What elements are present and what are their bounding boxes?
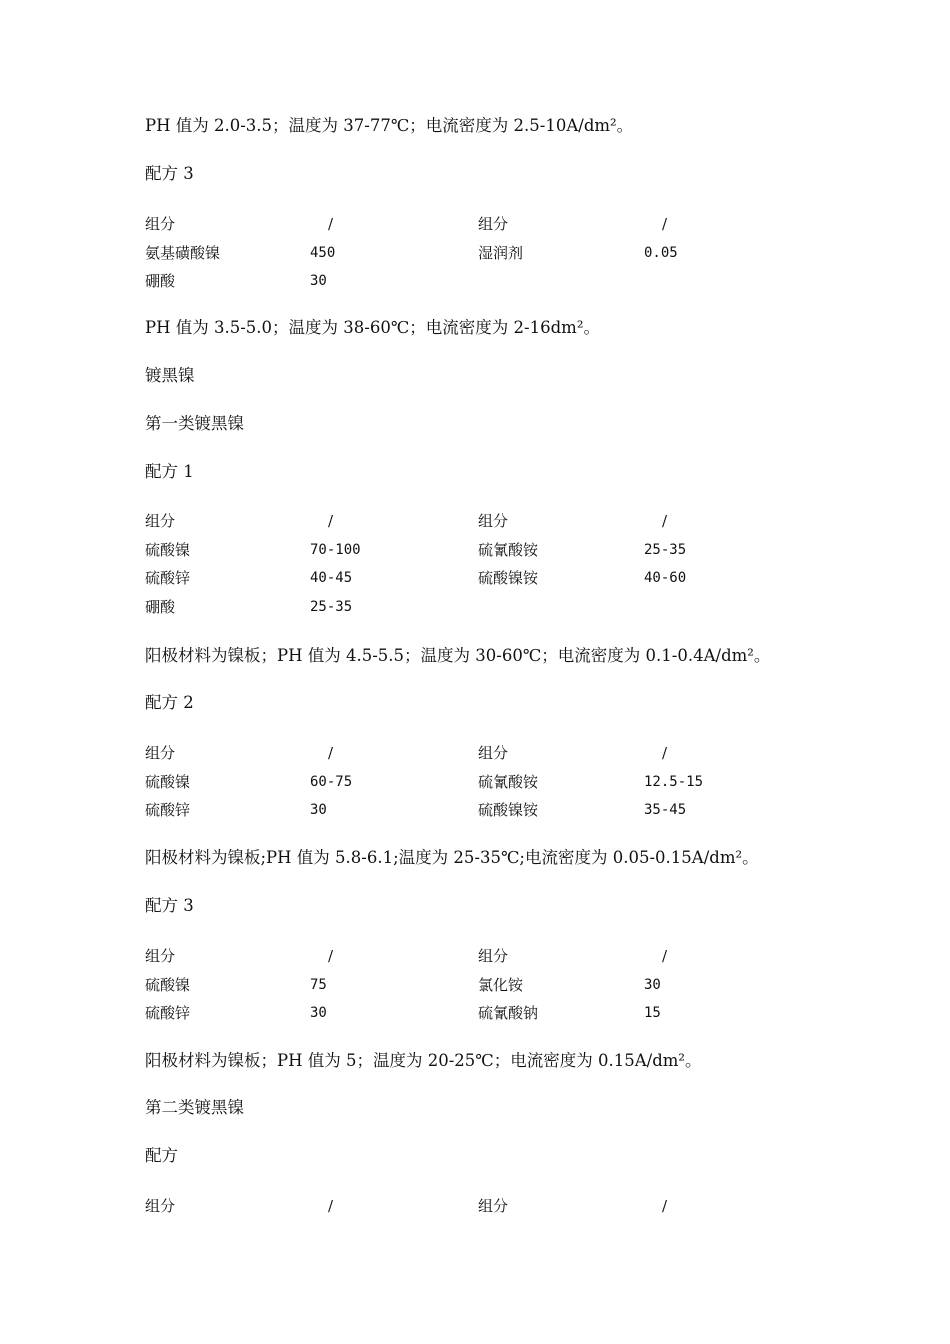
heading-formula: 配方 [145, 1146, 178, 1165]
table-cell: 硫酸镍 [145, 773, 191, 791]
table-header-row [0, 1196, 950, 1216]
table-cell: 组分 [145, 1197, 176, 1215]
table-cell: 15 [644, 1005, 661, 1021]
table-cell: 硫氰酸铵 [478, 541, 539, 559]
section-heading-black-nickel: 镀黑镍 [145, 366, 195, 385]
table-cell: 40-45 [310, 570, 353, 586]
table-cell: 450 [310, 245, 336, 261]
table-row [0, 800, 950, 820]
table-cell: 30 [644, 977, 661, 993]
table-cell: 组分 [478, 512, 509, 530]
table-cell: 硫酸镍 [145, 976, 191, 994]
table-cell: 氨基磺酸镍 [145, 244, 221, 262]
table-row [0, 243, 950, 263]
heading-formula-3: 配方 3 [145, 164, 194, 183]
table-header-row [0, 946, 950, 966]
table-cell: 组分 [478, 1197, 509, 1215]
table-cell: / [328, 215, 334, 233]
table-row [0, 540, 950, 560]
subsection-heading-type-1: 第一类镀黑镍 [145, 414, 244, 433]
table-header-row [0, 511, 950, 531]
table-cell: 30 [310, 273, 327, 289]
paragraph-conditions-formula-3-prev: PH 值为 2.0-3.5；温度为 37-77℃；电流密度为 2.5-10A/dm²。 [145, 116, 634, 135]
table-cell: 70-100 [310, 542, 361, 558]
table-cell: 40-60 [644, 570, 687, 586]
table-cell: / [328, 1197, 334, 1215]
table-cell: 组分 [478, 215, 509, 233]
table-header-row [0, 214, 950, 234]
table-cell: 硫酸镍 [145, 541, 191, 559]
table-cell: 硫酸镍铵 [478, 801, 539, 819]
table-cell: 湿润剂 [478, 244, 524, 262]
table-header-row [0, 743, 950, 763]
heading-formula-3: 配方 3 [145, 896, 194, 915]
table-cell: 氯化铵 [478, 976, 524, 994]
subsection-heading-type-2: 第二类镀黑镍 [145, 1098, 244, 1117]
table-cell: 硫酸锌 [145, 801, 191, 819]
heading-formula-2: 配方 2 [145, 693, 194, 712]
table-cell: 硫酸锌 [145, 569, 191, 587]
table-cell: 硼酸 [145, 598, 176, 616]
table-cell: 硼酸 [145, 272, 176, 290]
table-cell: 组分 [145, 744, 176, 762]
table-cell: 组分 [145, 512, 176, 530]
table-cell: 30 [310, 802, 327, 818]
table-cell: 0.05 [644, 245, 678, 261]
table-cell: 硫酸镍铵 [478, 569, 539, 587]
table-cell: 硫氰酸钠 [478, 1004, 539, 1022]
heading-formula-1: 配方 1 [145, 462, 194, 481]
table-row [0, 1003, 950, 1023]
table-cell: 组分 [478, 947, 509, 965]
table-row [0, 271, 950, 291]
table-cell: / [328, 512, 334, 530]
table-cell: 硫酸锌 [145, 1004, 191, 1022]
table-cell: 组分 [145, 215, 176, 233]
table-cell: / [662, 947, 668, 965]
table-cell: 35-45 [644, 802, 687, 818]
table-row [0, 975, 950, 995]
table-cell: 25-35 [644, 542, 687, 558]
paragraph-conditions: PH 值为 3.5-5.0；温度为 38-60℃；电流密度为 2-16dm²。 [145, 318, 600, 337]
table-cell: / [662, 512, 668, 530]
table-cell: 30 [310, 1005, 327, 1021]
table-cell: / [662, 744, 668, 762]
table-cell: 75 [310, 977, 327, 993]
table-cell: 组分 [145, 947, 176, 965]
table-row [0, 597, 950, 617]
table-cell: 组分 [478, 744, 509, 762]
paragraph-conditions: 阳极材料为镍板；PH 值为 4.5-5.5；温度为 30-60℃；电流密度为 0.1-0.4A/dm²。 [145, 646, 771, 665]
table-cell: 12.5-15 [644, 774, 704, 790]
table-cell: 25-35 [310, 599, 353, 615]
table-row [0, 568, 950, 588]
table-cell: / [662, 215, 668, 233]
table-cell: 硫氰酸铵 [478, 773, 539, 791]
table-cell: / [328, 947, 334, 965]
table-cell: / [328, 744, 334, 762]
table-cell: 60-75 [310, 774, 353, 790]
paragraph-conditions: 阳极材料为镍板;PH 值为 5.8-6.1;温度为 25-35℃;电流密度为 0.05-0.15A/dm²。 [145, 848, 759, 867]
table-row [0, 772, 950, 792]
paragraph-conditions: 阳极材料为镍板；PH 值为 5；温度为 20-25℃；电流密度为 0.15A/dm²。 [145, 1051, 702, 1070]
table-cell: / [662, 1197, 668, 1215]
